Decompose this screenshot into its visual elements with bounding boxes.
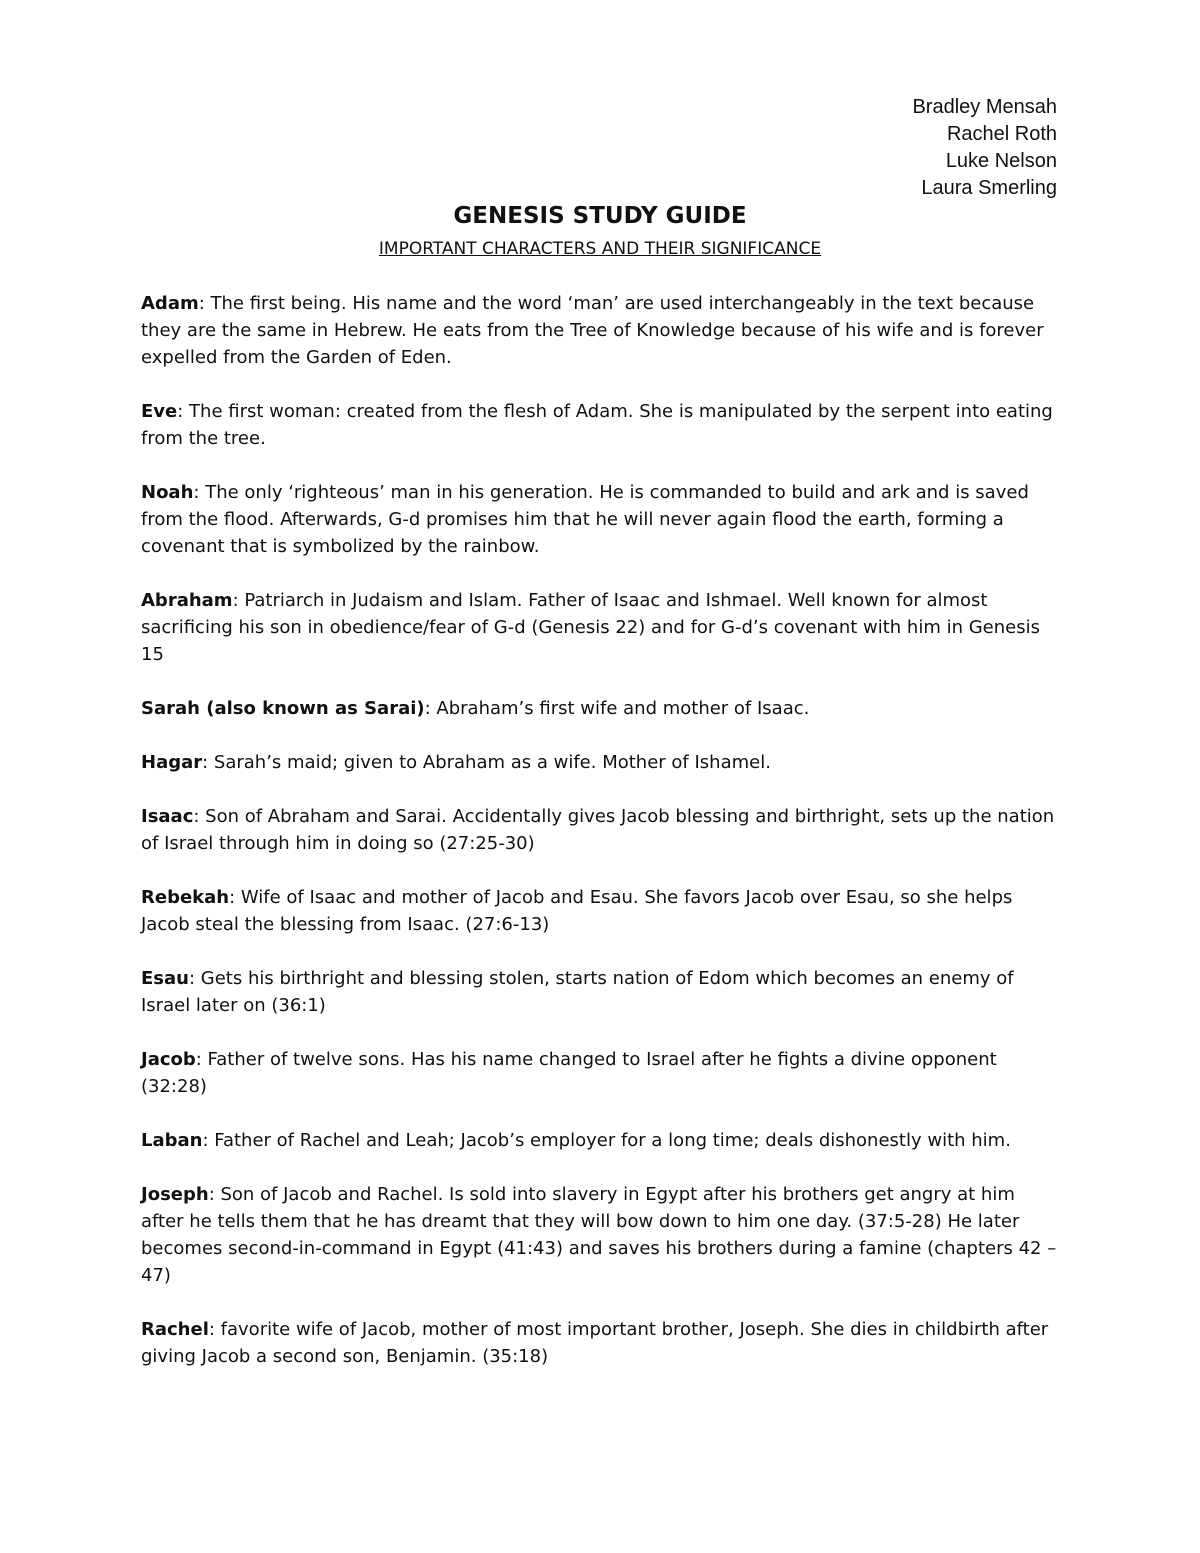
character-name: Isaac: [141, 806, 194, 827]
character-entry-esau: [141, 965, 1061, 1019]
character-name: Sarah (also known as Sarai): [141, 698, 425, 719]
character-description: : Father of Rachel and Leah; Jacob’s employer for a long time; deals dishonestly with him.: [202, 1130, 1011, 1151]
character-description: : The first being. His name and the word ‘man’ are used interchangeably in the text because they are the same in Hebrew. He eats from the Tree of Knowledge because of his wife and is forever expelled from the Garden of Eden.: [141, 293, 1044, 368]
character-list: [141, 290, 1061, 1397]
character-name: Rebekah: [141, 887, 230, 908]
character-description: : Sarah’s maid; given to Abraham as a wife. Mother of Ishamel.: [202, 752, 771, 773]
character-entry-abraham: [141, 587, 1061, 668]
document-title: GENESIS STUDY GUIDE: [453, 203, 747, 229]
character-name: Jacob: [141, 1049, 196, 1070]
character-entry-sarah: [141, 695, 1061, 722]
character-entry-noah: [141, 479, 1061, 560]
character-entry-hagar: [141, 749, 1061, 776]
character-description: : The first woman: created from the flesh of Adam. She is manipulated by the serpent into eating from the tree.: [141, 401, 1053, 449]
character-name: Laban: [141, 1130, 203, 1151]
character-name: Adam: [141, 293, 199, 314]
author-name: Laura Smerling: [921, 177, 1057, 199]
character-description: : Son of Abraham and Sarai. Accidentally gives Jacob blessing and birthright, sets up the nation of Israel through him in doing so (27:25-30): [141, 806, 1055, 854]
document-subtitle: IMPORTANT CHARACTERS AND THEIR SIGNIFICANCE: [378, 239, 822, 259]
character-name: Esau: [141, 968, 189, 989]
author-list: [912, 94, 1057, 202]
character-entry-jacob: [141, 1046, 1061, 1100]
character-description: : Abraham’s first wife and mother of Isaac.: [424, 698, 810, 719]
character-description: : Gets his birthright and blessing stolen, starts nation of Edom which becomes an enemy of Israel later on (36:1): [141, 968, 1014, 1016]
character-description: : favorite wife of Jacob, mother of most important brother, Joseph. She dies in childbirth after giving Jacob a second son, Benjamin. (35:18): [141, 1319, 1049, 1367]
character-description: : Son of Jacob and Rachel. Is sold into slavery in Egypt after his brothers get angry at him after he tells them that he has dreamt that they will bow down to him one day. (37:5-28) He later becomes second-in-command in Egypt (41:43) and saves his brothers during a famine (chapters 42 – 47): [141, 1184, 1057, 1286]
character-entry-rebekah: [141, 884, 1061, 938]
character-entry-eve: [141, 398, 1061, 452]
author-name: Luke Nelson: [945, 150, 1057, 172]
character-entry-joseph: [141, 1181, 1061, 1289]
character-name: Abraham: [141, 590, 233, 611]
character-entry-isaac: [141, 803, 1061, 857]
character-name: Noah: [141, 482, 194, 503]
character-name: Hagar: [141, 752, 203, 773]
character-name: Rachel: [141, 1319, 209, 1340]
character-description: : Patriarch in Judaism and Islam. Father of Isaac and Ishmael. Well known for almost sacrificing his son in obedience/fear of G-d (Genesis 22) and for G-d’s covenant with him in Genesis 15: [141, 590, 1040, 665]
character-description: : The only ‘righteous’ man in his generation. He is commanded to build and ark and is saved from the flood. Afterwards, G-d promises him that he will never again flood the earth, forming a covenant that is symbolized by the rainbow.: [141, 482, 1029, 557]
character-entry-laban: [141, 1127, 1061, 1154]
character-description: : Father of twelve sons. Has his name changed to Israel after he fights a divine opponent (32:28): [141, 1049, 997, 1097]
character-name: Joseph: [141, 1184, 209, 1205]
author-name: Rachel Roth: [946, 123, 1057, 145]
character-name: Eve: [141, 401, 178, 422]
author-name: Bradley Mensah: [912, 96, 1057, 118]
character-entry-adam: [141, 290, 1061, 371]
character-description: : Wife of Isaac and mother of Jacob and Esau. She favors Jacob over Esau, so she helps Jacob steal the blessing from Isaac. (27:6-13): [141, 887, 1013, 935]
character-entry-rachel: [141, 1316, 1061, 1370]
